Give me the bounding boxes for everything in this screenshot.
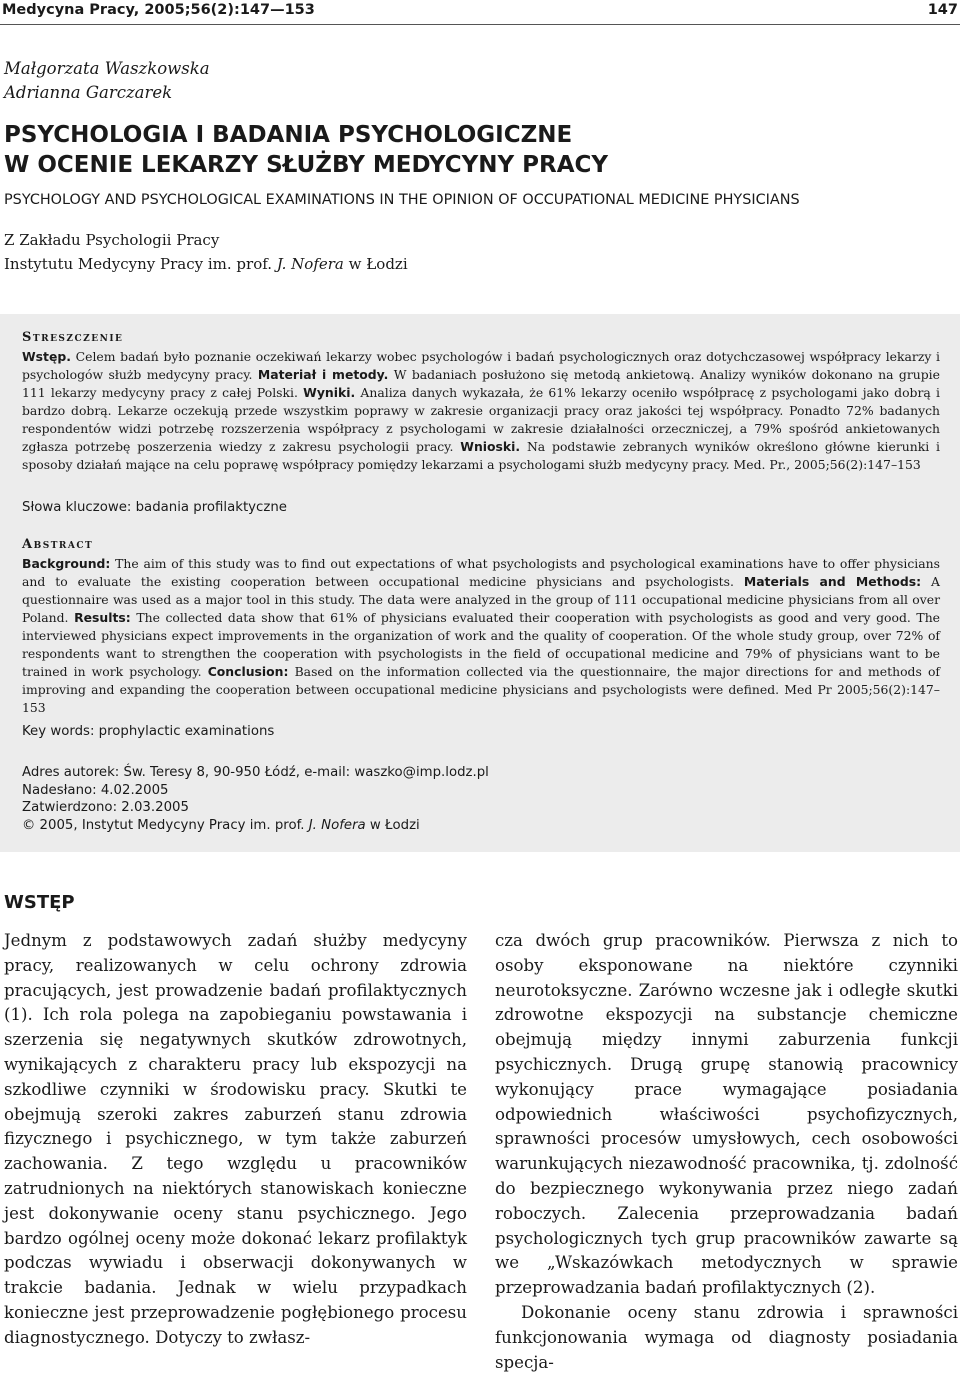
paragraph: Jednym z podstawowych zadań służby medycyny pracy, realizowanych w celu ochrony zdrowia pracujących, jest prowadzenie badań profilaktycznych (1). Ich rola polega na zapobieganiu powstawania i szerzenia się negatywnych skutków zdrowotnych, wynikających z charakteru pracy lub ekspozycji na szkodliwe czynniki w środowisku pracy. Skutki te obejmują szeroki zakres zaburzeń stanu zdrowia fizycznego i psychicznego, w tym także zaburzeń zachowania. Z tego względu u pracowników zatrudnionych na niektórych stanowiskach konieczne jest dokonywanie oceny stanu psychicznego. Jego bardzo ogólnej oceny może dokonać lekarz profilaktyk podczas wywiadu i obserwacji dokonywanych w trakcie badania. Jednak w wielu przypadkach konieczne jest przeprowadzenie pogłębionego procesu diagnostycznego. Dotyczy to zwłasz- (4, 931, 467, 1347)
affiliation-line-2: Instytutu Medycyny Pracy im. prof. J. Nofera w Łodzi (4, 255, 408, 273)
streszczenie-text: Wstęp. Celem badań było poznanie oczekiwań lekarzy wobec psychologów i badań psychologicznych oraz dotychczasowej współpracy lekarzy i psychologów służb medycyny pracy. Materiał i metody. W badaniach posłużono się metodą ankietową. Analizy wyników dokonano na grupie 111 lekarzy medycyny pracy z całej Polski. Wyniki. Analiza danych wykazała, że 61% lekarzy oceniło współpracę z psychologami jako dobrą i bardzo dobrą. Lekarze oczekują przede wszystkim poprawy w zakresie organizacji pracy oraz jakości tej współpracy. Ponadto 72% badanych respondentów widzi potrzebę rozszerzenia współpracy z psychologami w zakresie działalności orzeczniczej, a 79% spośród ankietowanych zgłasza potrzebę poszerzenia wiedzy z zakresu psychologii pracy. Wnioski. Na podstawie zebranych wyników określono główne kierunki i sposoby działań mające na celu poprawę współpracy pomiędzy lekarzami a psychologami służb medycyny pracy. Med. Pr., 2005;56(2):147–153 (22, 349, 940, 472)
page-number: 147 (927, 2, 958, 18)
paragraph: cza dwóch grup pracowników. Pierwsza z nich to osoby eksponowane na niektóre czynniki neurotoksyczne. Zarówno wczesne jak i odległe skutki zdrowotne ekspozycji na substancje chemiczne obejmują między innymi zaburzenia funkcji psychicznych. Drugą grupę stanowią pracownicy wykonujący prace wymagające posiadania odpowiednich właściwości psychofizycznych, sprawności procesów umysłowych, cech osobowości warunkujących niezawodność pracownika, tj. zdolność do bezpiecznego wykonywania przez niego zadań roboczych. Zalecenia przeprowadzania badań psychologicznych tych grup pracowników zawarte są we „Wskazówkach metodycznych w sprawie przeprowadzania badań profilaktycznych (2). (495, 931, 958, 1298)
author-2: Adrianna Garczarek (4, 83, 173, 102)
paragraph: Dokonanie oceny stanu zdrowia i sprawności funkcjonowania wymaga od diagnosty posiadania specja- (495, 1302, 958, 1372)
body-column-right (495, 929, 958, 1375)
journal-citation: Medycyna Pracy, 2005;56(2):147—153 (2, 2, 315, 18)
correspondence (22, 764, 489, 834)
received-date: Nadesłano: 4.02.2005 (22, 782, 169, 798)
running-header (0, 0, 960, 25)
title-line-1: PSYCHOLOGIA I BADANIA PSYCHOLOGICZNE (4, 122, 573, 148)
body-column-left (4, 929, 467, 1351)
abstract-heading: Abstract (22, 537, 94, 552)
abstract-text: Background: The aim of this study was to find out expectations of what psychologists and psychological examinations have to offer physicians and to evaluate the existing cooperation between occupational medicine physicians and psychologists. Materials and Methods: A questionnaire was used as a major tool in this study. The data were analyzed in the group of 111 occupational medicine physicians from all over Poland. Results: The collected data show that 61% of physicians evaluated their cooperation with psychologists as good and very good. The interviewed physicians expect improvements in the organization of work and the quality of cooperation. Of the whole study group, over 72% of respondents want to strengthen the cooperation with psychologists in the field of occupational medicine and 79% of physicians want to be trained in work psychology. Conclusion: Based on the information collected via the questionnaire, the major directions for and methods of improving and expanding the cooperation between occupational medicine physicians and psychologists were defined. Med Pr 2005;56(2):147–153 (22, 556, 941, 715)
author-1: Małgorzata Waszkowska (4, 59, 210, 78)
streszczenie-heading: Streszczenie (22, 330, 124, 345)
abstract-box (0, 314, 960, 852)
title-english: PSYCHOLOGY AND PSYCHOLOGICAL EXAMINATIONS IN THE OPINION OF OCCUPATIONAL MEDICINE PHYSICIANS (4, 192, 800, 208)
affiliation (4, 228, 954, 276)
authors (4, 57, 954, 105)
title-polish (4, 120, 954, 180)
streszczenie-keywords: Słowa kluczowe: badania profilaktyczne (22, 500, 287, 515)
address-line: Adres autorek: Św. Teresy 8, 90-950 Łódź, e-mail: waszko@imp.lodz.pl (22, 765, 489, 780)
affiliation-line-1: Z Zakładu Psychologii Pracy (4, 231, 220, 249)
title-line-2: W OCENIE LEKARZY SŁUŻBY MEDYCYNY PRACY (4, 152, 609, 178)
copyright-line: © 2005, Instytut Medycyny Pracy im. prof. J. Nofera w Łodzi (22, 817, 420, 833)
abstract-keywords: Key words: prophylactic examinations (22, 724, 275, 739)
section-heading-wstep: WSTĘP (4, 892, 75, 913)
accepted-date: Zatwierdzono: 2.03.2005 (22, 800, 189, 815)
